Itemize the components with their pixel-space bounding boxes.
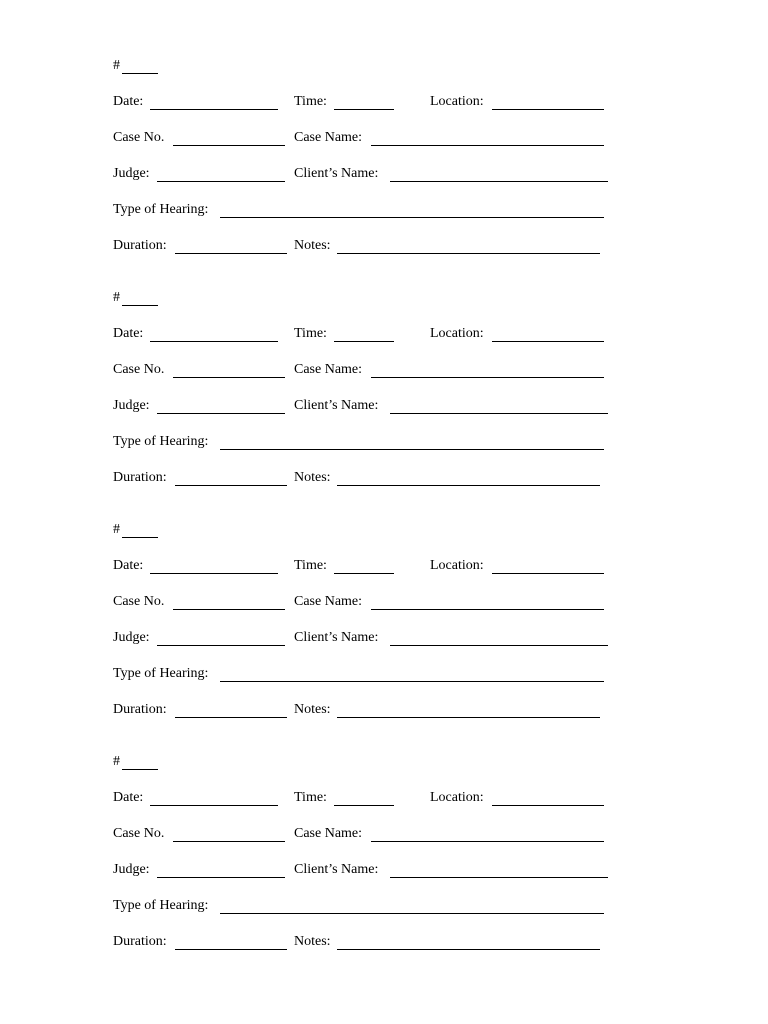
time-label: Time: (294, 790, 327, 805)
case-no-field[interactable] (173, 145, 285, 146)
time-field[interactable] (334, 573, 394, 574)
judge-field[interactable] (157, 413, 285, 414)
date-field[interactable] (150, 573, 278, 574)
judge-label: Judge: (113, 398, 150, 413)
location-label: Location: (430, 790, 484, 805)
entry-number-field[interactable] (122, 769, 158, 770)
hearing-entry (0, 290, 768, 510)
date-label: Date: (113, 558, 144, 573)
location-label: Location: (430, 558, 484, 573)
date-field[interactable] (150, 341, 278, 342)
location-field[interactable] (492, 109, 604, 110)
hearing-entry (0, 522, 768, 742)
duration-field[interactable] (175, 717, 287, 718)
duration-label: Duration: (113, 702, 167, 717)
clients-name-field[interactable] (390, 413, 608, 414)
location-field[interactable] (492, 341, 604, 342)
case-name-label: Case Name: (294, 826, 363, 841)
case-name-field[interactable] (371, 377, 604, 378)
type-of-hearing-field[interactable] (220, 681, 604, 682)
notes-label: Notes: (294, 238, 331, 253)
entry-number-field[interactable] (122, 73, 158, 74)
judge-label: Judge: (113, 862, 150, 877)
entry-number-label: # (113, 58, 120, 73)
case-name-field[interactable] (371, 841, 604, 842)
notes-field[interactable] (337, 485, 600, 486)
time-field[interactable] (334, 805, 394, 806)
duration-label: Duration: (113, 238, 167, 253)
judge-field[interactable] (157, 645, 285, 646)
duration-field[interactable] (175, 485, 287, 486)
hearing-entry (0, 58, 768, 278)
duration-label: Duration: (113, 470, 167, 485)
time-label: Time: (294, 326, 327, 341)
case-no-field[interactable] (173, 377, 285, 378)
type-of-hearing-field[interactable] (220, 217, 604, 218)
case-no-field[interactable] (173, 841, 285, 842)
location-label: Location: (430, 94, 484, 109)
type-of-hearing-field[interactable] (220, 449, 604, 450)
clients-name-field[interactable] (390, 645, 608, 646)
clients-name-label: Client’s Name: (294, 630, 379, 645)
notes-field[interactable] (337, 949, 600, 950)
case-no-field[interactable] (173, 609, 285, 610)
case-no-label: Case No. (113, 362, 165, 377)
notes-label: Notes: (294, 934, 331, 949)
type-of-hearing-label: Type of Hearing: (113, 202, 209, 217)
case-no-label: Case No. (113, 826, 165, 841)
duration-field[interactable] (175, 949, 287, 950)
type-of-hearing-label: Type of Hearing: (113, 434, 209, 449)
location-field[interactable] (492, 805, 604, 806)
clients-name-label: Client’s Name: (294, 862, 379, 877)
clients-name-field[interactable] (390, 877, 608, 878)
date-field[interactable] (150, 109, 278, 110)
case-name-label: Case Name: (294, 362, 363, 377)
clients-name-label: Client’s Name: (294, 398, 379, 413)
hearing-entry (0, 754, 768, 974)
location-label: Location: (430, 326, 484, 341)
date-label: Date: (113, 790, 144, 805)
entry-number-field[interactable] (122, 537, 158, 538)
case-name-label: Case Name: (294, 594, 363, 609)
judge-label: Judge: (113, 166, 150, 181)
duration-label: Duration: (113, 934, 167, 949)
date-field[interactable] (150, 805, 278, 806)
case-name-field[interactable] (371, 145, 604, 146)
notes-label: Notes: (294, 702, 331, 717)
judge-field[interactable] (157, 181, 285, 182)
entry-number-field[interactable] (122, 305, 158, 306)
date-label: Date: (113, 94, 144, 109)
notes-label: Notes: (294, 470, 331, 485)
entry-number-label: # (113, 754, 120, 769)
time-label: Time: (294, 558, 327, 573)
case-name-field[interactable] (371, 609, 604, 610)
duration-field[interactable] (175, 253, 287, 254)
notes-field[interactable] (337, 717, 600, 718)
entry-number-label: # (113, 290, 120, 305)
type-of-hearing-label: Type of Hearing: (113, 666, 209, 681)
location-field[interactable] (492, 573, 604, 574)
case-name-label: Case Name: (294, 130, 363, 145)
clients-name-field[interactable] (390, 181, 608, 182)
judge-label: Judge: (113, 630, 150, 645)
time-field[interactable] (334, 341, 394, 342)
date-label: Date: (113, 326, 144, 341)
type-of-hearing-label: Type of Hearing: (113, 898, 209, 913)
judge-field[interactable] (157, 877, 285, 878)
time-label: Time: (294, 94, 327, 109)
time-field[interactable] (334, 109, 394, 110)
entry-number-label: # (113, 522, 120, 537)
type-of-hearing-field[interactable] (220, 913, 604, 914)
notes-field[interactable] (337, 253, 600, 254)
clients-name-label: Client’s Name: (294, 166, 379, 181)
case-no-label: Case No. (113, 130, 165, 145)
case-no-label: Case No. (113, 594, 165, 609)
